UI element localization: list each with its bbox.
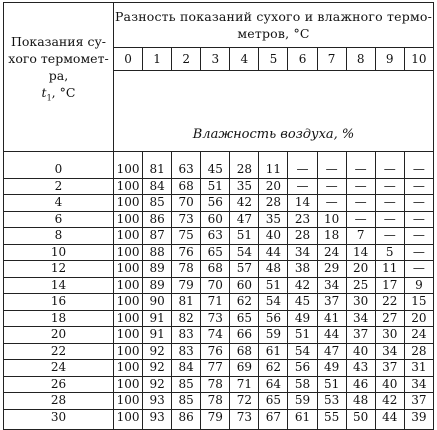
humidity-cell: 87 [143, 228, 172, 245]
humidity-cell: 100 [114, 228, 143, 245]
humidity-cell: 100 [114, 310, 143, 327]
humidity-cell: 56 [201, 195, 230, 212]
humidity-cell: 100 [114, 376, 143, 393]
humidity-cell: 39 [404, 409, 433, 430]
humidity-cell: 74 [201, 327, 230, 344]
humidity-cell: 68 [172, 178, 201, 195]
humidity-cell: 47 [317, 343, 346, 360]
humidity-cell: 44 [375, 409, 404, 430]
difference-column-header: 7 [317, 48, 346, 71]
humidity-cell: 91 [143, 327, 172, 344]
humidity-cell: — [375, 178, 404, 195]
humidity-cell: 54 [230, 244, 259, 261]
humidity-cell: 92 [143, 343, 172, 360]
humidity-cell: — [404, 195, 433, 212]
difference-column-header: 6 [288, 48, 317, 71]
humidity-cell: 71 [230, 376, 259, 393]
humidity-cell: 82 [172, 310, 201, 327]
humidity-cell: 44 [317, 327, 346, 344]
difference-column-header: 10 [404, 48, 433, 71]
humidity-cell: 65 [201, 244, 230, 261]
humidity-cell: 86 [143, 211, 172, 228]
humidity-cell: 84 [172, 360, 201, 377]
humidity-cell: 68 [201, 261, 230, 278]
humidity-cell: 85 [172, 393, 201, 410]
dry-temperature-cell: 24 [4, 360, 114, 377]
humidity-cell: 85 [172, 376, 201, 393]
difference-header-line-2: метров, °С [237, 26, 310, 41]
humidity-cell: 76 [201, 343, 230, 360]
humidity-cell: — [317, 195, 346, 212]
humidity-cell: — [404, 178, 433, 195]
humidity-cell: 100 [114, 178, 143, 195]
corner-line-2: хого термомет- [8, 51, 109, 66]
humidity-cell: 63 [201, 228, 230, 245]
humidity-cell: 66 [230, 327, 259, 344]
difference-column-header: 0 [114, 48, 143, 71]
humidity-cell: 77 [201, 360, 230, 377]
humidity-cell: 93 [143, 393, 172, 410]
humidity-cell: — [404, 244, 433, 261]
humidity-cell: — [375, 195, 404, 212]
table-row [4, 294, 434, 311]
humidity-cell: 48 [259, 261, 288, 278]
humidity-cell: 7 [346, 228, 375, 245]
humidity-cell: 35 [230, 178, 259, 195]
humidity-cell: — [375, 211, 404, 228]
humidity-cell: 73 [230, 409, 259, 430]
humidity-cell: 44 [259, 244, 288, 261]
humidity-cell: 90 [143, 294, 172, 311]
humidity-cell: — [404, 228, 433, 245]
humidity-cell: — [346, 178, 375, 195]
corner-line-3: ра, [48, 68, 69, 83]
humidity-cell: 27 [375, 310, 404, 327]
humidity-cell: 9 [404, 277, 433, 294]
humidity-cell: 60 [230, 277, 259, 294]
humidity-cell: 56 [288, 360, 317, 377]
humidity-cell: 14 [346, 244, 375, 261]
table-row [4, 211, 434, 228]
header-row-title [4, 3, 434, 48]
humidity-cell: 100 [114, 152, 143, 179]
humidity-cell: — [288, 178, 317, 195]
humidity-cell: 18 [317, 228, 346, 245]
humidity-cell: 42 [288, 277, 317, 294]
humidity-cell: 22 [375, 294, 404, 311]
temperature-subscript: 1 [46, 93, 52, 103]
humidity-cell: 51 [259, 277, 288, 294]
table-row [4, 261, 434, 278]
humidity-cell: 79 [172, 277, 201, 294]
humidity-cell: 70 [201, 277, 230, 294]
humidity-cell: 100 [114, 211, 143, 228]
humidity-cell: 51 [201, 178, 230, 195]
humidity-cell: 29 [317, 261, 346, 278]
humidity-cell: 50 [346, 409, 375, 430]
dry-temperature-cell: 28 [4, 393, 114, 410]
humidity-cell: 46 [346, 376, 375, 393]
humidity-cell: 28 [288, 228, 317, 245]
humidity-cell: 51 [317, 376, 346, 393]
difference-column-header: 4 [230, 48, 259, 71]
humidity-cell: 100 [114, 294, 143, 311]
humidity-cell: 78 [201, 376, 230, 393]
humidity-cell: 61 [259, 343, 288, 360]
temperature-unit: , °С [51, 85, 76, 100]
humidity-cell: 81 [143, 152, 172, 179]
humidity-cell: 43 [346, 360, 375, 377]
humidity-cell: 54 [288, 343, 317, 360]
table-row [4, 327, 434, 344]
humidity-cell: 23 [288, 211, 317, 228]
humidity-cell: 65 [259, 393, 288, 410]
humidity-cell: 64 [259, 376, 288, 393]
humidity-cell: — [375, 152, 404, 179]
humidity-cell: 42 [375, 393, 404, 410]
humidity-cell: 79 [201, 409, 230, 430]
humidity-cell: 25 [346, 277, 375, 294]
humidity-cell: 37 [317, 294, 346, 311]
humidity-cell: 11 [259, 152, 288, 179]
humidity-cell: 61 [288, 409, 317, 430]
dry-temperature-cell: 10 [4, 244, 114, 261]
table-row [4, 360, 434, 377]
humidity-cell: 35 [259, 211, 288, 228]
corner-line-1: Показания су- [10, 34, 107, 49]
humidity-cell: 59 [288, 393, 317, 410]
humidity-cell: — [317, 178, 346, 195]
humidity-cell: 71 [201, 294, 230, 311]
humidity-cell: 84 [143, 178, 172, 195]
humidity-cell: 72 [230, 393, 259, 410]
humidity-cell: 76 [172, 244, 201, 261]
humidity-cell: — [346, 152, 375, 179]
psychrometric-table [3, 2, 434, 430]
dry-temperature-cell: 14 [4, 277, 114, 294]
humidity-cell: 5 [375, 244, 404, 261]
humidity-cell: 40 [346, 343, 375, 360]
humidity-cell: 53 [317, 393, 346, 410]
table-row [4, 310, 434, 327]
dry-temperature-cell: 26 [4, 376, 114, 393]
table-row [4, 152, 434, 179]
corner-line-4 [4, 84, 113, 107]
humidity-cell: 30 [375, 327, 404, 344]
humidity-cell: 67 [259, 409, 288, 430]
dry-temperature-cell: 0 [4, 152, 114, 179]
difference-column-header: 2 [172, 48, 201, 71]
humidity-cell: 20 [404, 310, 433, 327]
humidity-cell: 10 [317, 211, 346, 228]
humidity-cell: — [346, 195, 375, 212]
humidity-cell: 75 [172, 228, 201, 245]
dry-temperature-cell: 20 [4, 327, 114, 344]
humidity-cell: 40 [259, 228, 288, 245]
humidity-cell: 92 [143, 360, 172, 377]
humidity-cell: — [317, 152, 346, 179]
humidity-cell: 11 [375, 261, 404, 278]
humidity-cell: 68 [230, 343, 259, 360]
dry-temperature-cell: 30 [4, 409, 114, 430]
humidity-cell: 92 [143, 376, 172, 393]
humidity-cell: — [346, 211, 375, 228]
dry-temperature-cell: 6 [4, 211, 114, 228]
dry-temperature-cell: 22 [4, 343, 114, 360]
table-row [4, 343, 434, 360]
humidity-cell: — [375, 228, 404, 245]
humidity-cell: 60 [201, 211, 230, 228]
dry-temperature-cell: 18 [4, 310, 114, 327]
humidity-cell: 48 [346, 393, 375, 410]
difference-column-header: 9 [375, 48, 404, 71]
humidity-cell: 100 [114, 277, 143, 294]
humidity-cell: 89 [143, 261, 172, 278]
humidity-cell: 100 [114, 393, 143, 410]
humidity-cell: 24 [317, 244, 346, 261]
table-row [4, 244, 434, 261]
table-row [4, 393, 434, 410]
humidity-cell: 81 [172, 294, 201, 311]
humidity-cell: 100 [114, 327, 143, 344]
difference-header [114, 3, 434, 48]
humidity-cell: 31 [404, 360, 433, 377]
humidity-cell: 65 [230, 310, 259, 327]
humidity-cell: 100 [114, 261, 143, 278]
humidity-cell: 83 [172, 327, 201, 344]
humidity-cell: 88 [143, 244, 172, 261]
humidity-cell: 37 [375, 360, 404, 377]
humidity-cell: 78 [172, 261, 201, 278]
humidity-cell: 57 [230, 261, 259, 278]
humidity-cell: 58 [288, 376, 317, 393]
humidity-cell: 73 [201, 310, 230, 327]
humidity-cell: 30 [346, 294, 375, 311]
humidity-cell: 28 [404, 343, 433, 360]
humidity-cell: 34 [404, 376, 433, 393]
temperature-symbol: t [41, 85, 47, 100]
humidity-cell: 85 [143, 195, 172, 212]
difference-column-header: 5 [259, 48, 288, 71]
humidity-cell: 24 [404, 327, 433, 344]
dry-temperature-cell: 16 [4, 294, 114, 311]
difference-column-header: 1 [143, 48, 172, 71]
humidity-cell: 42 [230, 195, 259, 212]
table-row [4, 228, 434, 245]
table-row [4, 376, 434, 393]
difference-column-header: 8 [346, 48, 375, 71]
humidity-cell: 56 [259, 310, 288, 327]
humidity-cell: 55 [317, 409, 346, 430]
humidity-cell: 45 [201, 152, 230, 179]
humidity-cell: 49 [317, 360, 346, 377]
humidity-cell: — [404, 211, 433, 228]
humidity-cell: 28 [259, 195, 288, 212]
humidity-cell: 34 [317, 277, 346, 294]
dry-temperature-cell: 8 [4, 228, 114, 245]
humidity-cell: 45 [288, 294, 317, 311]
dry-temperature-cell: 4 [4, 195, 114, 212]
difference-column-header: 3 [201, 48, 230, 71]
humidity-cell: 91 [143, 310, 172, 327]
humidity-cell: 34 [346, 310, 375, 327]
humidity-cell: — [404, 261, 433, 278]
humidity-cell: 20 [346, 261, 375, 278]
humidity-cell: 73 [172, 211, 201, 228]
humidity-cell: 15 [404, 294, 433, 311]
humidity-cell: 41 [317, 310, 346, 327]
humidity-cell: 62 [259, 360, 288, 377]
table-body [4, 152, 434, 430]
humidity-cell: 37 [346, 327, 375, 344]
humidity-cell: 63 [172, 152, 201, 179]
humidity-cell: 14 [288, 195, 317, 212]
humidity-cell: — [404, 152, 433, 179]
humidity-cell: 34 [288, 244, 317, 261]
table-row [4, 277, 434, 294]
humidity-cell: 89 [143, 277, 172, 294]
humidity-cell: 34 [375, 343, 404, 360]
humidity-cell: 28 [230, 152, 259, 179]
humidity-cell: — [288, 152, 317, 179]
humidity-cell: 78 [201, 393, 230, 410]
dry-temperature-cell: 2 [4, 178, 114, 195]
humidity-cell: 20 [259, 178, 288, 195]
humidity-cell: 59 [259, 327, 288, 344]
humidity-cell: 47 [230, 211, 259, 228]
humidity-cell: 69 [230, 360, 259, 377]
humidity-cell: 38 [288, 261, 317, 278]
humidity-cell: 70 [172, 195, 201, 212]
humidity-cell: 51 [230, 228, 259, 245]
humidity-cell: 17 [375, 277, 404, 294]
humidity-cell: 40 [375, 376, 404, 393]
humidity-cell: 37 [404, 393, 433, 410]
table-row [4, 195, 434, 212]
humidity-cell: 86 [172, 409, 201, 430]
humidity-cell: 83 [172, 343, 201, 360]
humidity-header: Влажность воздуха, % [114, 71, 434, 152]
dry-thermometer-header [4, 3, 114, 152]
humidity-cell: 51 [288, 327, 317, 344]
difference-header-line-1: Разность показаний сухого и влажного термо- [114, 9, 433, 24]
humidity-cell: 100 [114, 409, 143, 430]
humidity-cell: 100 [114, 360, 143, 377]
table-row [4, 178, 434, 195]
humidity-cell: 100 [114, 343, 143, 360]
humidity-cell: 100 [114, 244, 143, 261]
humidity-cell: 93 [143, 409, 172, 430]
humidity-cell: 49 [288, 310, 317, 327]
humidity-cell: 100 [114, 195, 143, 212]
humidity-cell: 62 [230, 294, 259, 311]
humidity-cell: 54 [259, 294, 288, 311]
table-row [4, 409, 434, 430]
dry-temperature-cell: 12 [4, 261, 114, 278]
